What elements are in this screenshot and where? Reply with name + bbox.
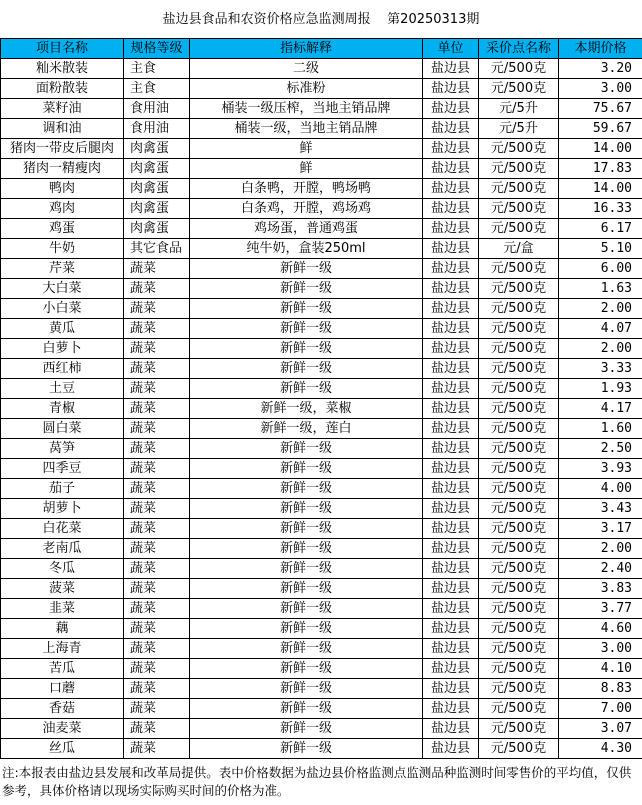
- item-name-cell: 上海青: [1, 639, 124, 659]
- unit-cell: 盐边县: [423, 699, 479, 719]
- spec-cell: 蔬菜: [124, 519, 190, 539]
- price-unit-cell: 元/500克: [479, 679, 559, 699]
- unit-cell: 盐边县: [423, 679, 479, 699]
- desc-cell: 新鲜一级: [190, 519, 423, 539]
- spec-cell: 蔬菜: [124, 719, 190, 739]
- spec-cell: 主食: [124, 59, 190, 79]
- price-cell: 1.60: [559, 419, 642, 439]
- spec-cell: 蔬菜: [124, 539, 190, 559]
- table-row: [1, 659, 642, 679]
- item-name-cell: 籼米散装: [1, 59, 124, 79]
- unit-cell: 盐边县: [423, 359, 479, 379]
- price-unit-cell: 元/500克: [479, 639, 559, 659]
- price-unit-cell: 元/500克: [479, 279, 559, 299]
- price-cell: 1.63: [559, 279, 642, 299]
- item-name-cell: 土豆: [1, 379, 124, 399]
- unit-cell: 盐边县: [423, 439, 479, 459]
- price-cell: 3.00: [559, 639, 642, 659]
- spec-cell: 蔬菜: [124, 459, 190, 479]
- price-cell: 5.10: [559, 239, 642, 259]
- table-row: [1, 159, 642, 179]
- item-name-cell: 白花菜: [1, 519, 124, 539]
- footnote: 注:本报表由盐边县发展和改革局提供。表中价格数据为盐边县价格监测点监测品种监测时间零售价的平均值，仅供参考，具体价格请以现场实际购买时间的价格为准。: [2, 765, 632, 798]
- unit-cell: 盐边县: [423, 479, 479, 499]
- header-unit: 单位: [423, 39, 479, 59]
- price-unit-cell: 元/500克: [479, 219, 559, 239]
- price-unit-cell: 元/500克: [479, 359, 559, 379]
- price-unit-cell: 元/500克: [479, 379, 559, 399]
- unit-cell: 盐边县: [423, 259, 479, 279]
- price-cell: 4.07: [559, 319, 642, 339]
- price-cell: 3.43: [559, 499, 642, 519]
- unit-cell: 盐边县: [423, 539, 479, 559]
- table-row: [1, 639, 642, 659]
- price-unit-cell: 元/500克: [479, 419, 559, 439]
- price-cell: 3.00: [559, 79, 642, 99]
- unit-cell: 盐边县: [423, 399, 479, 419]
- unit-cell: 盐边县: [423, 519, 479, 539]
- desc-cell: 新鲜一级: [190, 299, 423, 319]
- desc-cell: 新鲜一级: [190, 559, 423, 579]
- unit-cell: 盐边县: [423, 299, 479, 319]
- unit-cell: 盐边县: [423, 559, 479, 579]
- price-cell: 4.30: [559, 739, 642, 759]
- header-desc: 指标解释: [190, 39, 423, 59]
- desc-cell: 新鲜一级: [190, 739, 423, 759]
- item-name-cell: 胡萝卜: [1, 499, 124, 519]
- price-cell: 6.00: [559, 259, 642, 279]
- table-row: [1, 319, 642, 339]
- spec-cell: 蔬菜: [124, 359, 190, 379]
- spec-cell: 蔬菜: [124, 279, 190, 299]
- spec-cell: 食用油: [124, 119, 190, 139]
- desc-cell: 二级: [190, 59, 423, 79]
- desc-cell: 新鲜一级: [190, 679, 423, 699]
- price-unit-cell: 元/500克: [479, 59, 559, 79]
- item-name-cell: 茄子: [1, 479, 124, 499]
- desc-cell: 新鲜一级: [190, 459, 423, 479]
- unit-cell: 盐边县: [423, 379, 479, 399]
- item-name-cell: 青椒: [1, 399, 124, 419]
- spec-cell: 蔬菜: [124, 339, 190, 359]
- table-row: [1, 379, 642, 399]
- price-cell: 4.00: [559, 479, 642, 499]
- item-name-cell: 菜籽油: [1, 99, 124, 119]
- header-name: 项目名称: [1, 39, 124, 59]
- item-name-cell: 油麦菜: [1, 719, 124, 739]
- unit-cell: 盐边县: [423, 339, 479, 359]
- item-name-cell: 藕: [1, 619, 124, 639]
- item-name-cell: 猪肉一精瘦肉: [1, 159, 124, 179]
- spec-cell: 蔬菜: [124, 639, 190, 659]
- item-name-cell: 猪肉一带皮后腿肉: [1, 139, 124, 159]
- spec-cell: 蔬菜: [124, 399, 190, 419]
- table-row: [1, 719, 642, 739]
- spec-cell: 肉禽蛋: [124, 179, 190, 199]
- price-unit-cell: 元/500克: [479, 459, 559, 479]
- item-name-cell: 口蘑: [1, 679, 124, 699]
- table-row: [1, 419, 642, 439]
- table-row: [1, 459, 642, 479]
- table-row: [1, 539, 642, 559]
- price-unit-cell: 元/500克: [479, 319, 559, 339]
- spec-cell: 蔬菜: [124, 499, 190, 519]
- item-name-cell: 调和油: [1, 119, 124, 139]
- spec-cell: 蔬菜: [124, 419, 190, 439]
- unit-cell: 盐边县: [423, 659, 479, 679]
- table-row: [1, 579, 642, 599]
- spec-cell: 蔬菜: [124, 379, 190, 399]
- spec-cell: 蔬菜: [124, 559, 190, 579]
- table-row: [1, 239, 642, 259]
- report-title: 盐边县食品和农资价格应急监测周报 第20250313期: [162, 12, 480, 27]
- table-row: [1, 479, 642, 499]
- table-row: [1, 519, 642, 539]
- spec-cell: 肉禽蛋: [124, 139, 190, 159]
- spec-cell: 蔬菜: [124, 439, 190, 459]
- spec-cell: 蔬菜: [124, 259, 190, 279]
- desc-cell: 新鲜一级，莲白: [190, 419, 423, 439]
- price-unit-cell: 元/5升: [479, 119, 559, 139]
- unit-cell: 盐边县: [423, 199, 479, 219]
- item-name-cell: 小白菜: [1, 299, 124, 319]
- item-name-cell: 圆白菜: [1, 419, 124, 439]
- price-cell: 7.00: [559, 699, 642, 719]
- item-name-cell: 西红柿: [1, 359, 124, 379]
- price-cell: 3.77: [559, 599, 642, 619]
- table-row: [1, 139, 642, 159]
- table-row: [1, 279, 642, 299]
- unit-cell: 盐边县: [423, 99, 479, 119]
- item-name-cell: 白萝卜: [1, 339, 124, 359]
- table-row: [1, 259, 642, 279]
- price-cell: 8.83: [559, 679, 642, 699]
- spec-cell: 蔬菜: [124, 619, 190, 639]
- spec-cell: 蔬菜: [124, 739, 190, 759]
- spec-cell: 肉禽蛋: [124, 199, 190, 219]
- spec-cell: 蔬菜: [124, 319, 190, 339]
- price-unit-cell: 元/500克: [479, 559, 559, 579]
- unit-cell: 盐边县: [423, 139, 479, 159]
- price-cell: 6.17: [559, 219, 642, 239]
- spec-cell: 食用油: [124, 99, 190, 119]
- table-row: [1, 399, 642, 419]
- table-row: [1, 699, 642, 719]
- desc-cell: 新鲜一级: [190, 319, 423, 339]
- price-cell: 3.33: [559, 359, 642, 379]
- spec-cell: 蔬菜: [124, 479, 190, 499]
- table-row: [1, 199, 642, 219]
- price-unit-cell: 元/500克: [479, 619, 559, 639]
- price-cell: 3.93: [559, 459, 642, 479]
- desc-cell: 新鲜一级: [190, 379, 423, 399]
- price-unit-cell: 元/500克: [479, 439, 559, 459]
- price-unit-cell: 元/500克: [479, 539, 559, 559]
- price-unit-cell: 元/500克: [479, 659, 559, 679]
- item-name-cell: 鸡蛋: [1, 219, 124, 239]
- price-unit-cell: 元/500克: [479, 79, 559, 99]
- unit-cell: 盐边县: [423, 279, 479, 299]
- price-unit-cell: 元/500克: [479, 399, 559, 419]
- price-cell: 4.10: [559, 659, 642, 679]
- item-name-cell: 四季豆: [1, 459, 124, 479]
- price-cell: 4.60: [559, 619, 642, 639]
- unit-cell: 盐边县: [423, 499, 479, 519]
- price-unit-cell: 元/500克: [479, 339, 559, 359]
- item-name-cell: 老南瓜: [1, 539, 124, 559]
- unit-cell: 盐边县: [423, 739, 479, 759]
- unit-cell: 盐边县: [423, 459, 479, 479]
- item-name-cell: 菠菜: [1, 579, 124, 599]
- table-row: [1, 619, 642, 639]
- desc-cell: 新鲜一级: [190, 439, 423, 459]
- price-unit-cell: 元/500克: [479, 179, 559, 199]
- item-name-cell: 鸭肉: [1, 179, 124, 199]
- item-name-cell: 面粉散装: [1, 79, 124, 99]
- header-price: 本期价格: [559, 39, 642, 59]
- unit-cell: 盐边县: [423, 59, 479, 79]
- desc-cell: 新鲜一级: [190, 599, 423, 619]
- desc-cell: 新鲜一级: [190, 259, 423, 279]
- spec-cell: 蔬菜: [124, 679, 190, 699]
- price-unit-cell: 元/5升: [479, 99, 559, 119]
- price-cell: 2.00: [559, 339, 642, 359]
- spec-cell: 肉禽蛋: [124, 159, 190, 179]
- desc-cell: 新鲜一级: [190, 699, 423, 719]
- table-body: [1, 59, 642, 759]
- item-name-cell: 韭菜: [1, 599, 124, 619]
- unit-cell: 盐边县: [423, 219, 479, 239]
- price-cell: 59.67: [559, 119, 642, 139]
- desc-cell: 新鲜一级，菜椒: [190, 399, 423, 419]
- item-name-cell: 冬瓜: [1, 559, 124, 579]
- unit-cell: 盐边县: [423, 639, 479, 659]
- price-cell: 3.17: [559, 519, 642, 539]
- desc-cell: 白条鸭，开膛，鸭场鸭: [190, 179, 423, 199]
- price-cell: 2.50: [559, 439, 642, 459]
- desc-cell: 标准粉: [190, 79, 423, 99]
- unit-cell: 盐边县: [423, 319, 479, 339]
- desc-cell: 鲜: [190, 159, 423, 179]
- price-cell: 14.00: [559, 179, 642, 199]
- unit-cell: 盐边县: [423, 119, 479, 139]
- unit-cell: 盐边县: [423, 579, 479, 599]
- spec-cell: 蔬菜: [124, 299, 190, 319]
- item-name-cell: 莴笋: [1, 439, 124, 459]
- price-unit-cell: 元/500克: [479, 719, 559, 739]
- desc-cell: 新鲜一级: [190, 359, 423, 379]
- table-row: [1, 559, 642, 579]
- table-row: [1, 499, 642, 519]
- price-cell: 3.20: [559, 59, 642, 79]
- price-cell: 16.33: [559, 199, 642, 219]
- price-cell: 3.07: [559, 719, 642, 739]
- desc-cell: 新鲜一级: [190, 339, 423, 359]
- item-name-cell: 鸡肉: [1, 199, 124, 219]
- spec-cell: 其它食品: [124, 239, 190, 259]
- price-cell: 3.83: [559, 579, 642, 599]
- desc-cell: 新鲜一级: [190, 659, 423, 679]
- price-cell: 14.00: [559, 139, 642, 159]
- price-cell: 2.40: [559, 559, 642, 579]
- price-unit-cell: 元/500克: [479, 299, 559, 319]
- desc-cell: 新鲜一级: [190, 479, 423, 499]
- price-unit-cell: 元/500克: [479, 699, 559, 719]
- table-row: [1, 179, 642, 199]
- unit-cell: 盐边县: [423, 419, 479, 439]
- spec-cell: 蔬菜: [124, 699, 190, 719]
- desc-cell: 新鲜一级: [190, 279, 423, 299]
- item-name-cell: 苦瓜: [1, 659, 124, 679]
- table-row: [1, 79, 642, 99]
- table-row: [1, 59, 642, 79]
- desc-cell: 新鲜一级: [190, 719, 423, 739]
- price-unit-cell: 元/500克: [479, 739, 559, 759]
- table-row: [1, 99, 642, 119]
- item-name-cell: 芹菜: [1, 259, 124, 279]
- table-row: [1, 359, 642, 379]
- spec-cell: 蔬菜: [124, 659, 190, 679]
- price-unit-cell: 元/500克: [479, 479, 559, 499]
- price-cell: 2.00: [559, 299, 642, 319]
- price-cell: 4.17: [559, 399, 642, 419]
- table-row: [1, 219, 642, 239]
- price-unit-cell: 元/500克: [479, 599, 559, 619]
- price-cell: 1.93: [559, 379, 642, 399]
- price-unit-cell: 元/500克: [479, 499, 559, 519]
- desc-cell: 新鲜一级: [190, 619, 423, 639]
- price-cell: 75.67: [559, 99, 642, 119]
- unit-cell: 盐边县: [423, 719, 479, 739]
- spec-cell: 蔬菜: [124, 599, 190, 619]
- price-unit-cell: 元/500克: [479, 579, 559, 599]
- header-spec: 规格等级: [124, 39, 190, 59]
- item-name-cell: 牛奶: [1, 239, 124, 259]
- unit-cell: 盐边县: [423, 239, 479, 259]
- price-table: [0, 38, 642, 759]
- table-row: [1, 679, 642, 699]
- unit-cell: 盐边县: [423, 79, 479, 99]
- unit-cell: 盐边县: [423, 599, 479, 619]
- desc-cell: 新鲜一级: [190, 539, 423, 559]
- unit-cell: 盐边县: [423, 179, 479, 199]
- item-name-cell: 香菇: [1, 699, 124, 719]
- desc-cell: 桶装一级，当地主销品牌: [190, 119, 423, 139]
- price-cell: 2.00: [559, 539, 642, 559]
- item-name-cell: 黄瓜: [1, 319, 124, 339]
- price-unit-cell: 元/500克: [479, 259, 559, 279]
- spec-cell: 肉禽蛋: [124, 219, 190, 239]
- price-unit-cell: 元/500克: [479, 139, 559, 159]
- table-row: [1, 599, 642, 619]
- desc-cell: 桶装一级压榨，当地主销品牌: [190, 99, 423, 119]
- table-row: [1, 739, 642, 759]
- desc-cell: 纯牛奶，盒装250ml: [190, 239, 423, 259]
- desc-cell: 白条鸡，开膛，鸡场鸡: [190, 199, 423, 219]
- desc-cell: 鸡场蛋，普通鸡蛋: [190, 219, 423, 239]
- table-row: [1, 299, 642, 319]
- unit-cell: 盐边县: [423, 159, 479, 179]
- desc-cell: 新鲜一级: [190, 579, 423, 599]
- desc-cell: 新鲜一级: [190, 499, 423, 519]
- desc-cell: 鲜: [190, 139, 423, 159]
- price-unit-cell: 元/盒: [479, 239, 559, 259]
- table-row: [1, 439, 642, 459]
- price-unit-cell: 元/500克: [479, 159, 559, 179]
- table-row: [1, 119, 642, 139]
- spec-cell: 蔬菜: [124, 579, 190, 599]
- spec-cell: 主食: [124, 79, 190, 99]
- unit-cell: 盐边县: [423, 619, 479, 639]
- price-unit-cell: 元/500克: [479, 199, 559, 219]
- item-name-cell: 大白菜: [1, 279, 124, 299]
- item-name-cell: 丝瓜: [1, 739, 124, 759]
- desc-cell: 新鲜一级: [190, 639, 423, 659]
- price-unit-cell: 元/500克: [479, 519, 559, 539]
- table-row: [1, 339, 642, 359]
- header-point: 采价点名称: [479, 39, 559, 59]
- header-row: [1, 39, 642, 59]
- price-cell: 17.83: [559, 159, 642, 179]
